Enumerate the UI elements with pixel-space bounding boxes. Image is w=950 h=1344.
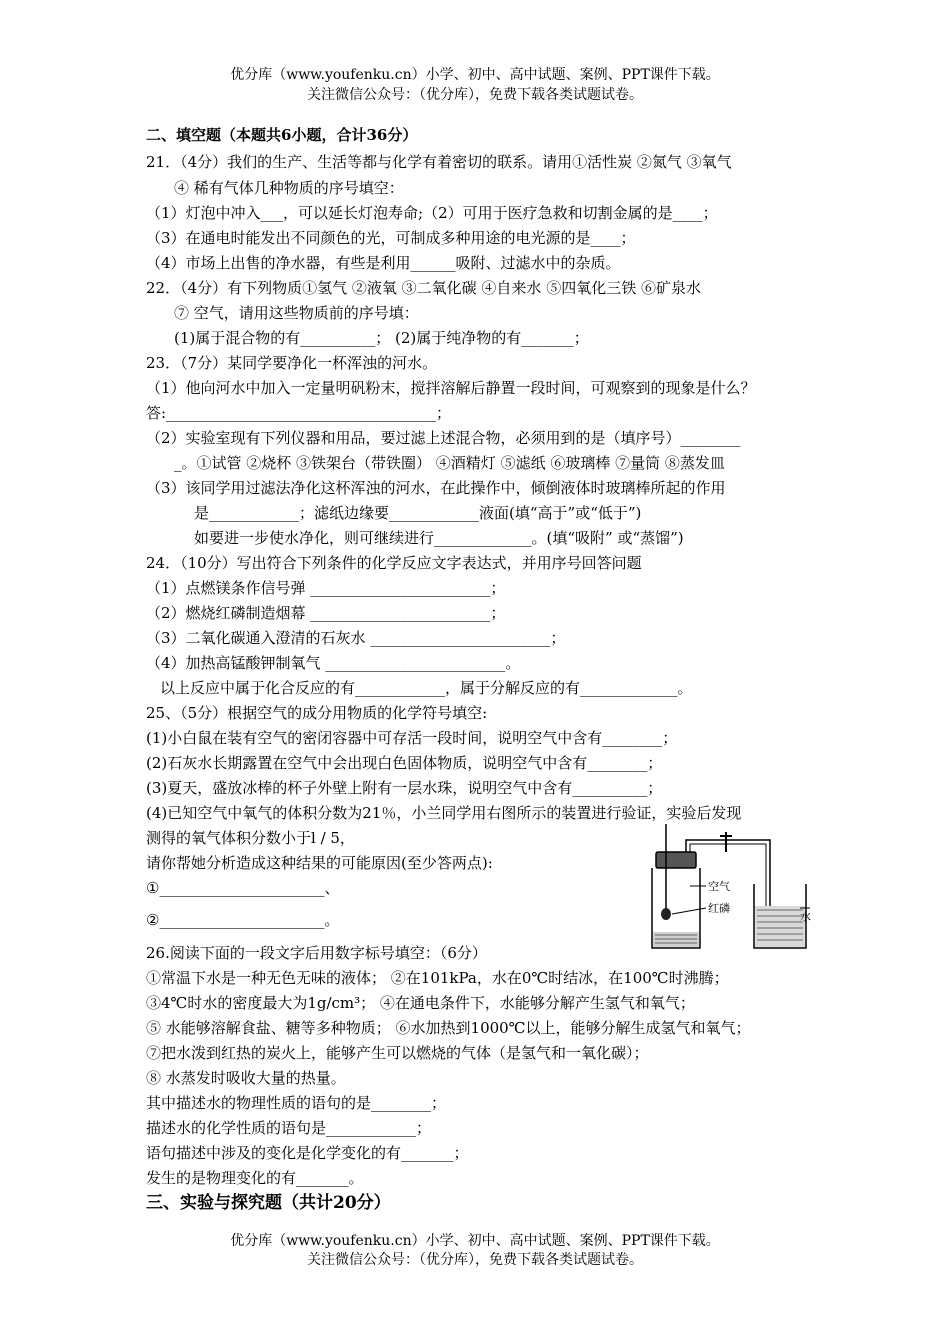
q26-line-9: 语句描述中涉及的变化是化学变化的有_______； bbox=[146, 1144, 469, 1162]
footer-line-1: 优分库（www.youfenku.cn）小学、初中、高中试题、案例、PPT课件下载。 bbox=[230, 1233, 720, 1249]
q24-line-5: （4）加热高锰酸钾制氧气 ________________________。 bbox=[146, 654, 521, 672]
label-air: 空气 bbox=[708, 880, 730, 893]
q26-line-1: 26.阅读下面的一段文字后用数字标号填空：（6分） bbox=[146, 944, 487, 962]
q25-line-9: ②______________________。 bbox=[146, 911, 340, 929]
red-phosphorus bbox=[661, 908, 671, 920]
q23-line-4: （2）实验室现有下列仪器和用品，要过滤上述混合物，必须用到的是（填序号）________ bbox=[146, 429, 741, 447]
q24-line-6: 以上反应中属于化合反应的有____________，属于分解反应的有_____________。 bbox=[160, 679, 693, 697]
clamp bbox=[720, 832, 732, 852]
section-3-title: 三、实验与探究题（共计20分） bbox=[146, 1193, 391, 1213]
apparatus-diagram bbox=[630, 824, 820, 954]
q24-line-4: （3）二氧化碳通入澄清的石灰水 ________________________； bbox=[146, 629, 566, 647]
q25-line-2: (1)小白鼠在装有空气的密闭容器中可存活一段时间，说明空气中含有________； bbox=[146, 729, 678, 747]
q25-line-8: ①______________________、 bbox=[146, 879, 340, 897]
q21-line-2: ④ 稀有气体几种物质的序号填空： bbox=[174, 179, 404, 197]
q23-line-3: 答:____________________________________； bbox=[146, 404, 452, 422]
q23-line-8: 如要进一步使水净化，则可继续进行_____________。(填“吸附” 或“蒸馏”) bbox=[194, 529, 684, 547]
q23-line-5: _。①试管 ②烧杯 ③铁架台（带铁圈） ④酒精灯 ⑤滤纸 ⑥玻璃棒 ⑦量筒 ⑧蒸发皿 bbox=[174, 454, 725, 472]
q22-line-3: (1)属于混合物的有__________； (2)属于纯净物的有_______； bbox=[174, 329, 589, 347]
q26-line-3: ③4℃时水的密度最大为1g/cm³； ④在通电条件下，水能够分解产生氢气和氧气； bbox=[146, 994, 695, 1012]
q25-line-3: (2)石灰水长期露置在空气中会出现白色固体物质，说明空气中含有________； bbox=[146, 754, 663, 772]
q26-line-10: 发生的是物理变化的有_______。 bbox=[146, 1169, 364, 1187]
q26-line-7: 其中描述水的物理性质的语句的是________； bbox=[146, 1094, 447, 1112]
q21-line-5: （4）市场上出售的净水器，有些是利用______吸附、过滤水中的杂质。 bbox=[146, 254, 621, 272]
beaker-water bbox=[755, 906, 805, 947]
footer-line-2: 关注微信公众号：（优分库），免费下载各类试题试卷。 bbox=[307, 1252, 643, 1268]
q24-line-3: （2）燃烧红磷制造烟幕 ________________________； bbox=[146, 604, 506, 622]
q25-line-1: 25、（5分）根据空气的成分用物质的化学符号填空: bbox=[146, 704, 488, 722]
label-red-phosphorus: 红磷 bbox=[708, 902, 730, 915]
q25-line-5: (4)已知空气中氧气的体积分数为21％，小兰同学用右图所示的装置进行验证，实验后发现 bbox=[146, 804, 742, 822]
q25-line-4: (3)夏天，盛放冰棒的杯子外壁上附有一层水珠，说明空气中含有__________； bbox=[146, 779, 663, 797]
q23-line-1: 23．（7分）某同学要净化一杯浑浊的河水。 bbox=[146, 354, 438, 372]
q21-line-4: （3）在通电时能发出不同颜色的光，可制成多种用途的电光源的是____； bbox=[146, 229, 636, 247]
header-line-2: 关注微信公众号：（优分库），免费下载各类试题试卷。 bbox=[307, 87, 643, 103]
q25-line-7: 请你帮她分析造成这种结果的可能原因(至少答两点): bbox=[146, 854, 493, 872]
q26-line-5: ⑦把水泼到红热的炭火上，能够产生可以燃烧的气体（是氢气和一氧化碳）； bbox=[146, 1044, 649, 1062]
q26-line-8: 描述水的化学性质的语句是____________； bbox=[146, 1119, 432, 1137]
q26-line-4: ⑤ 水能够溶解食盐、糖等多种物质； ⑥水加热到1000℃以上，能够分解生成氢气和氧气； bbox=[146, 1019, 751, 1037]
q23-line-6: （3）该同学用过滤法净化这杯浑浊的河水，在此操作中，倾倒液体时玻璃棒所起的作用 bbox=[146, 479, 726, 497]
q21-line-1: 21．（4分）我们的生产、生活等都与化学有着密切的联系。请用①活性炭 ②氮气 ③氧气 bbox=[146, 153, 732, 171]
q24-line-2: （1）点燃镁条作信号弹 ________________________； bbox=[146, 579, 506, 597]
q22-line-2: ⑦ 空气，请用这些物质前的序号填： bbox=[174, 304, 419, 322]
q26-line-2: ①常温下水是一种无色无味的液体； ②在101kPa，水在0℃时结冰，在100℃时沸腾； bbox=[146, 969, 729, 987]
q23-line-7: 是____________；滤纸边缘要____________液面(填“高于”或“低于”) bbox=[194, 504, 642, 522]
header-line-1: 优分库（www.youfenku.cn）小学、初中、高中试题、案例、PPT课件下载。 bbox=[230, 67, 720, 83]
q23-line-2: （1）他向河水中加入一定量明矾粉末，搅拌溶解后静置一段时间，可观察到的现象是什么？ bbox=[146, 379, 756, 397]
q26-line-6: ⑧ 水蒸发时吸收大量的热量。 bbox=[146, 1069, 346, 1087]
q25-line-6: 测得的氧气体积分数小于l / 5， bbox=[146, 829, 355, 847]
label-water: 水 bbox=[800, 910, 811, 923]
section-2-title: 二、填空题（本题共6小题，合计36分） bbox=[146, 126, 418, 144]
q21-line-3: （1）灯泡中冲入___，可以延长灯泡寿命;（2）可用于医疗急救和切割金属的是____； bbox=[146, 204, 718, 222]
q24-line-1: 24．（10分）写出符合下列条件的化学反应文字表达式，并用序号回答问题 bbox=[146, 554, 642, 572]
q22-line-1: 22．（4分）有下列物质①氢气 ②液氧 ③二氧化碳 ④自来水 ⑤四氧化三铁 ⑥矿泉水 bbox=[146, 279, 701, 297]
